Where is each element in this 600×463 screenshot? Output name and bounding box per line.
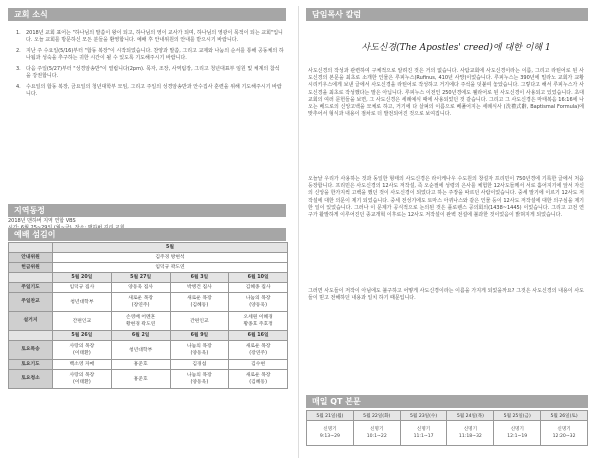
month-cell: 5월 bbox=[53, 243, 288, 253]
table-row bbox=[9, 253, 288, 263]
cell-value bbox=[53, 341, 112, 360]
news-number: 2. bbox=[16, 47, 21, 54]
cell-line: (이태환) bbox=[73, 351, 91, 356]
table-row bbox=[9, 341, 288, 360]
cell-value bbox=[229, 341, 288, 360]
cell-line: 홍준호 bbox=[133, 376, 148, 382]
cell-value: 백소영 자매 bbox=[53, 360, 112, 370]
row-label: 안내위원 bbox=[9, 253, 53, 263]
cell-value: 양동욱 집사 bbox=[111, 283, 170, 293]
cell-line: (양동욱) bbox=[190, 351, 209, 356]
qt-date: 5월 22일(화) bbox=[353, 411, 400, 421]
qt-date: 5월 23일(수) bbox=[400, 411, 447, 421]
date-cell: 6월 3일 bbox=[170, 273, 229, 283]
qt-book: 신명기 bbox=[463, 427, 478, 432]
month-header-row bbox=[9, 243, 288, 253]
cell-value: 김수현 bbox=[229, 360, 288, 370]
date-cell: 6월 2일 bbox=[111, 331, 170, 341]
cell-line: 간편인교 bbox=[190, 318, 209, 324]
cell-line: (김혜동) bbox=[249, 380, 267, 385]
news-number: 1. bbox=[16, 30, 21, 36]
qt-reading bbox=[400, 421, 447, 446]
qt-verse: 9:13~29 bbox=[319, 434, 340, 439]
news-header: 교회 소식 bbox=[8, 8, 286, 21]
cell-line: 새로운 목장 bbox=[245, 373, 271, 378]
date-cell: 6월 9일 bbox=[170, 331, 229, 341]
column-divider bbox=[298, 6, 299, 458]
news-text: 다음 주일(5/27)부터 "성경암송반"이 열립니다(2pm). 목자, 조장, 사역팀장, 그리고 청년대표부 임원 및 체계의 참석을 강권합니다. bbox=[26, 65, 280, 80]
column-paragraph: 오늘날 우리가 사용하는 것과 동일한 형태의 사도신경은 라이케나우 수도원의 창설자 프리민이 750년경에 기록한 글에서 처음 등장합니다. 프리민은 사도신경의 12사도 저작설, 즉 오순절에 성령의 은사를 체험한 12사도들께서 서로 흩어지기에 앞서 자신의 신앙을 한가지씩 고백을 했던 것이 사도신경이 되었다고 하는 주장을 따르던 사람이었습니다. 중세 말기에 이르기 12사도 저작설에 대한 의문이 제기 되었습니다. 중세 전성기에도 토마스 아퀴나스와 같은 인물 등이 12사도 저작설에 대한 의구심을 제기한 일이 있었습니다. 그러나 이 문제가 공식적으로 논의된 것은 플로렌스 공의회의(1438~1445) 이었습니다. 그리고 고전 연구가 활발하게 이루어진던 종교개혁 이후로는 12사도 저작설이 완벽 전설에 불과한 것이었음이 밝혀지게 되었습니다. bbox=[308, 176, 584, 219]
row-label: 토요청소 bbox=[9, 370, 53, 389]
table-row bbox=[9, 293, 288, 312]
date-header-row bbox=[9, 331, 288, 341]
cell-line: (장연주) bbox=[249, 351, 267, 356]
news-text: 수요일의 합동 복장, 금요일의 청년대학부 모임, 그리고 주일의 성경암송반과 안수집사 훈련을 위해 기도해주시기 바랍니다. bbox=[26, 83, 282, 97]
news-text: 2018년 교회 표어는 "하나님의 말씀이 왕이 되고, 하나님의 영이 교사가 되며, 하나님의 영광이 목적이 되는 교회"입니다. 오늘 교회를 방문하신 모든 분들을 환영합니다. 예배 후 안내위원의 안내를 받으시기 바랍니다. bbox=[26, 30, 283, 44]
cell-line: 나눔의 목장 bbox=[245, 296, 271, 301]
row-label: 주일기도 bbox=[9, 283, 53, 293]
cell-value: 임덕규 곽도연 bbox=[53, 263, 288, 273]
cell-value bbox=[229, 293, 288, 312]
news-item bbox=[16, 48, 284, 62]
cell-line: 새로운 목장 bbox=[187, 296, 212, 301]
qt-reading bbox=[307, 421, 354, 446]
qt-book: 신명기 bbox=[323, 427, 337, 432]
cell-value bbox=[229, 370, 288, 389]
cell-line: 오세원 이혜경 bbox=[243, 315, 273, 320]
row-label: 헌금위원 bbox=[9, 263, 53, 273]
news-number: 3. bbox=[16, 65, 21, 72]
cell-line: 손영배 어멘혼 bbox=[125, 315, 156, 320]
cell-value bbox=[53, 312, 112, 331]
qt-book: 신명기 bbox=[510, 427, 524, 432]
date-header-row bbox=[9, 273, 288, 283]
cell-line: 나눔의 목장 bbox=[187, 373, 212, 378]
table-row bbox=[9, 312, 288, 331]
table-row bbox=[9, 283, 288, 293]
news-text: 지난 주 수요일(5/16)부터 "합동 복장"이 시작되었습니다. 찬양과 말씀, 그리고 교제와 나눔의 순서를 통해 공동체의 하나됨과 성숙을 추구하는 귀한 시간이 될 수 있도록 기도해주시기 바랍니다. bbox=[26, 47, 284, 62]
date-cell: 5월 26일 bbox=[53, 331, 112, 341]
qt-book: 신명기 bbox=[370, 427, 384, 432]
qt-book: 신명기 bbox=[557, 427, 571, 432]
cell-line: (양동욱) bbox=[190, 380, 209, 385]
qt-reading bbox=[541, 421, 588, 446]
qt-book: 신명기 bbox=[416, 427, 431, 432]
date-cell: 6월 10일 bbox=[229, 273, 288, 283]
table-row bbox=[9, 370, 288, 389]
cell-value bbox=[53, 293, 112, 312]
cell-line: 청년대학부 bbox=[70, 299, 94, 305]
qt-verse: 11:18~32 bbox=[458, 434, 482, 439]
cell-value bbox=[229, 312, 288, 331]
news-number: 4. bbox=[16, 83, 21, 90]
cell-line: (이태환) bbox=[73, 380, 91, 385]
cell-value bbox=[53, 370, 112, 389]
cell-value bbox=[170, 341, 229, 360]
empty-cell bbox=[9, 273, 53, 283]
qt-verse: 10:1~22 bbox=[366, 434, 387, 439]
column-paragraph: 그러면 사도들이 저작이 아님에도 불구하고 어떻게 사도신경이라는 이름을 가지게 되었을까요? 그것은 사도신경의 내용이 사도들이 믿고 전해하던 내용과 일치 하기 때문입니다. bbox=[308, 288, 584, 302]
qt-verse: 11:1~17 bbox=[413, 434, 434, 439]
date-cell: 6월 16일 bbox=[229, 331, 288, 341]
cell-value bbox=[170, 370, 229, 389]
qt-date: 5월 26일(토) bbox=[541, 411, 588, 421]
cell-line: 황종호 주호정 bbox=[243, 322, 273, 327]
qt-date: 5월 24일(목) bbox=[447, 411, 494, 421]
cell-line: 새로운 목장 bbox=[245, 344, 271, 349]
duty-header: 예배 섬김이 bbox=[8, 228, 286, 241]
cell-value: 김혜종 집사 bbox=[229, 283, 288, 293]
cell-line: 사랑의 목장 bbox=[69, 344, 95, 349]
cell-line: 청년대학부 bbox=[129, 347, 153, 353]
news-item bbox=[16, 30, 284, 44]
cell-value bbox=[111, 341, 170, 360]
date-cell: 5월 20일 bbox=[53, 273, 112, 283]
qt-reading bbox=[494, 421, 541, 446]
column-paragraph: 사도신경의 작성과 관련하여 구체적으로 알려진 것은 거의 없습니다. 사탐교회에 사도신경이라는 이름, 그리고 라틴어로 된 사도신경의 본문을 최초로 소개한 인물은 루피누스(Rufinus, 410년 사망)이었습니다. 루피누스는 390년에 밀라노 교회가 교황 시리키우스에게 보낸 글에서 사도신경을 라틴어로 작성하고 거기에다 주석을 덧붙여 놓았습니다. 그렇다고 해서 루피누스가 사도신경을 최초로 작성했다는 말은 아닙니다. 루피누스 이전인 250년경에도 웰라어로 된 사도신경이 사용되고 있었습니다. 초대교회의 여러 문헌들을 보면, 그 사도신경은 세례예식 때에 사용되었던 것 같습니다. 그리고 그 사도신경은 마태복음 16:16에 나오는 베드로의 신앙고백을 모체로 하고, 거기에 다 살펴의 이름으로 베풀어지는 세례식사 (洗禮式辭, Baptismal Formula)에 맞추어서 형식과 내용이 점차로 더 발전되어진 것으로 보여집니다. bbox=[308, 68, 584, 118]
region-line: 2018년 맨하버 지역 연합 VBS bbox=[8, 218, 76, 224]
empty-cell bbox=[9, 243, 53, 253]
row-label: 설거지 bbox=[9, 312, 53, 331]
row-label: 토요특송 bbox=[9, 341, 53, 360]
cell-line: (장연주) bbox=[131, 303, 150, 308]
region-header: 지역동정 bbox=[8, 204, 286, 217]
cell-line: 황현경 곽도연 bbox=[125, 322, 156, 327]
qt-verse: 12:20~32 bbox=[552, 434, 576, 439]
news-item bbox=[16, 66, 284, 80]
cell-value bbox=[170, 293, 229, 312]
cell-value: 홍준호 bbox=[111, 360, 170, 370]
cell-value bbox=[111, 370, 170, 389]
row-label: 주일찬교 bbox=[9, 293, 53, 312]
news-item bbox=[16, 84, 284, 98]
cell-value bbox=[111, 312, 170, 331]
cell-value: 김경섭 bbox=[170, 360, 229, 370]
empty-cell bbox=[9, 331, 53, 341]
column-header: 담임목사 칼럼 bbox=[306, 8, 588, 21]
cell-value bbox=[170, 312, 229, 331]
qt-header: 매일 QT 본문 bbox=[306, 395, 588, 408]
cell-value bbox=[111, 293, 170, 312]
cell-line: 새로운 목장 bbox=[128, 296, 153, 301]
qt-reading bbox=[447, 421, 494, 446]
news-list bbox=[16, 30, 284, 102]
table-row bbox=[9, 263, 288, 273]
cell-line: (양동욱) bbox=[249, 303, 267, 308]
row-label: 토요기도 bbox=[9, 360, 53, 370]
cell-line: 사랑의 목장 bbox=[69, 373, 95, 378]
qt-date: 5월 25일(금) bbox=[494, 411, 541, 421]
qt-table bbox=[306, 410, 588, 446]
cell-value: 임덕규 집사 bbox=[53, 283, 112, 293]
qt-date: 5월 21일(월) bbox=[307, 411, 354, 421]
duty-table bbox=[8, 242, 288, 389]
cell-value: 박병건 집사 bbox=[170, 283, 229, 293]
cell-line: 나눔의 목장 bbox=[187, 344, 212, 349]
date-cell: 5월 27일 bbox=[111, 273, 170, 283]
cell-line: 간편인교 bbox=[72, 318, 92, 324]
qt-reading bbox=[353, 421, 400, 446]
column-title: 사도신경(The Apostles' creed)에 대한 이해 1 bbox=[361, 43, 551, 53]
cell-line: (김혜동) bbox=[190, 303, 209, 308]
qt-verse: 12:1~19 bbox=[507, 434, 528, 439]
cell-value: 김주경 방현석 bbox=[53, 253, 288, 263]
table-row bbox=[9, 360, 288, 370]
